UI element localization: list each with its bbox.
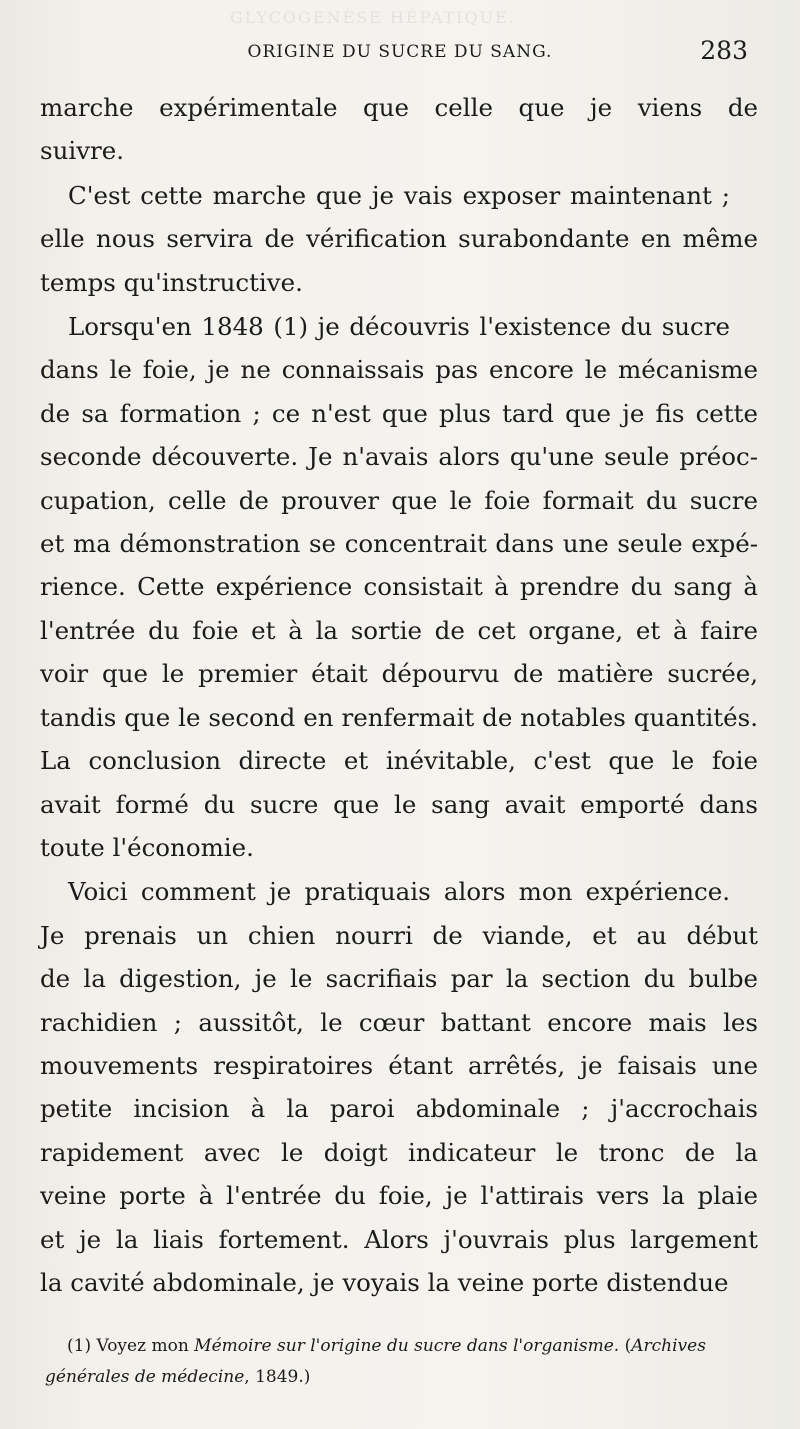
page-header xyxy=(40,36,760,72)
text-line: l'entrée du foie et à la sortie de cet organe, et à faire xyxy=(40,615,758,645)
text-line: rapidement avec le doigt indicateur le tronc de la xyxy=(40,1137,758,1167)
text-line: Lorsqu'en 1848 (1) je découvris l'existence du sucre xyxy=(68,312,730,342)
footnote-open-paren: ( xyxy=(624,1336,632,1356)
page-number: 283 xyxy=(700,36,748,65)
text-line: mouvements respiratoires étant arrêtés, je faisais une xyxy=(40,1050,758,1080)
text-line: temps qu'instructive. xyxy=(40,267,303,297)
running-title: ORIGINE DU SUCRE DU SANG. xyxy=(247,42,553,62)
text-line: toute l'économie. xyxy=(40,832,254,862)
footnote-tail: , 1849.) xyxy=(244,1367,311,1387)
text-line: et je la liais fortement. Alors j'ouvrais plus largement xyxy=(40,1224,758,1254)
text-line: voir que le premier était dépourvu de matière sucrée, xyxy=(40,659,758,689)
text-line: La conclusion directe et inévitable, c'est que le foie xyxy=(40,746,758,776)
text-line: elle nous servira de vérification surabondante en même xyxy=(40,224,758,254)
text-line: marche expérimentale que celle que je viens de xyxy=(40,93,758,122)
paragraph xyxy=(40,174,758,304)
text-line: petite incision à la paroi abdominale ; j'accrochais xyxy=(40,1094,758,1124)
text-line: suivre. xyxy=(40,136,125,166)
text-line: avait formé du sucre que le sang avait emporté dans xyxy=(40,789,758,819)
text-line: rience. Cette expérience consistait à prendre du sang à xyxy=(40,572,758,602)
paragraph xyxy=(40,305,758,869)
body-text xyxy=(40,86,758,1304)
text-line: tandis que le second en renfermait de notables quantités. xyxy=(40,702,758,732)
text-line: et ma démonstration se concentrait dans une seule expé- xyxy=(40,529,758,559)
text-line: cupation, celle de prouver que le foie formait du sucre xyxy=(40,485,758,515)
paragraph xyxy=(40,86,758,173)
text-line: rachidien ; aussitôt, le cœur battant encore mais les xyxy=(40,1007,758,1037)
text-line: de la digestion, je le sacrifiais par la section du bulbe xyxy=(40,964,758,994)
text-line: de sa formation ; ce n'est que plus tard que je fis cette xyxy=(40,398,758,428)
text-line: Je prenais un chien nourri de viande, et au début xyxy=(40,920,758,950)
footnote-marker: (1) Voyez mon xyxy=(67,1336,189,1356)
text-line: la cavité abdominale, je voyais la veine porte distendue xyxy=(40,1267,729,1297)
bleed-through-heading: GLYCOGENÈSE HÉPATIQUE. xyxy=(230,8,516,27)
text-line: Voici comment je pratiquais alors mon expérience. xyxy=(68,877,730,907)
text-line: veine porte à l'entrée du foie, je l'attirais vers la plaie xyxy=(40,1181,758,1211)
text-line: seconde découverte. Je n'avais alors qu'une seule préoc- xyxy=(40,442,758,472)
footnote-title: Mémoire sur l'origine du sucre dans l'organisme. xyxy=(194,1336,620,1356)
text-line: C'est cette marche que je vais exposer maintenant ; xyxy=(68,180,730,210)
text-line: dans le foie, je ne connaissais pas encore le mécanisme xyxy=(40,355,758,385)
footnote-journal-2: générales de médecine xyxy=(45,1367,245,1387)
footnote-journal-1: Archives xyxy=(631,1336,706,1356)
paragraph xyxy=(40,870,758,1304)
footnote xyxy=(45,1331,760,1393)
